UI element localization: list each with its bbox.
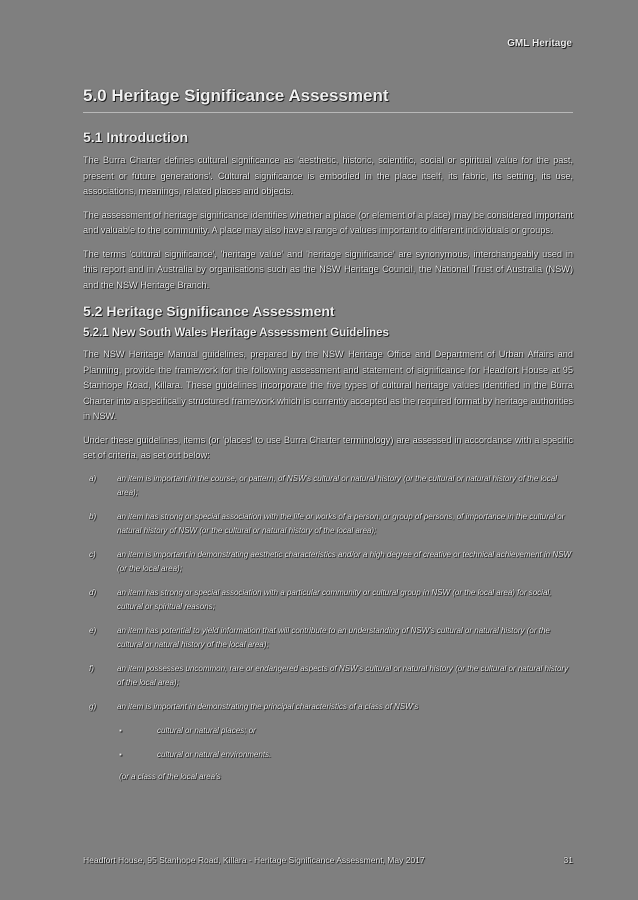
criterion-g (83, 700, 573, 714)
trailing-text: (or a class of the local area's (119, 771, 221, 781)
criterion-e (83, 624, 573, 652)
criterion-text: an item is important in demonstrating aesthetic characteristics and/or a high degree of creative or technical achievement in NSW (or the local area); (117, 549, 571, 573)
criterion-g-sublist (119, 724, 573, 762)
criterion-letter: b) (89, 511, 97, 521)
paragraph: The Burra Charter defines cultural significance as 'aesthetic, historic, scientific, social or spiritual value for the past, present or future generations'. Cultural significance is embodied in the place itself, its fabric, its setting, its use, associations, meanings, related places and objects. (83, 155, 573, 196)
criterion-c (83, 548, 573, 576)
section-heading-introduction: 5.1 Introduction (83, 129, 188, 145)
criterion-text: an item is important in the course, or pattern, of NSW's cultural or natural history (or the cultural or natural history of the local area); (117, 473, 557, 497)
paragraph: The terms 'cultural significance', 'heritage value' and 'heritage significance' are synonymous, interchangeably used in this report and in Australia by organisations such as the NSW Heritage Council, the National Trust of Australia (NSW) and the NSW Heritage Branch. (83, 248, 573, 290)
criterion-a (83, 472, 573, 500)
subsection-heading-guidelines: 5.2.1 New South Wales Heritage Assessment Guidelines (83, 327, 389, 339)
criterion-f (83, 662, 573, 690)
criterion-text: an item possesses uncommon, rare or endangered aspects of NSW's cultural or natural history (or the cultural or natural history of the local area); (117, 663, 569, 687)
criterion-letter: c) (89, 549, 96, 559)
criterion-letter: d) (89, 587, 97, 597)
paragraph: The assessment of heritage significance identifies whether a place (or element of a place) may be considered important and valuable to the community. A place may also have a range of values important to different individuals or groups. (83, 209, 573, 235)
criteria-list (83, 472, 573, 714)
sub-item (119, 748, 573, 762)
document-body (83, 86, 573, 781)
criterion-text: an item has strong or special association with the life or works of a person, or group of persons, of importance in the cultural or natural history of NSW (or the cultural or natural history of the local area); (117, 511, 565, 535)
bullet-icon: ▪ (119, 749, 122, 759)
criterion-letter: g) (89, 701, 97, 711)
paragraph: Under these guidelines, items (or 'places' to use Burra Charter terminology) are assessed in accordance with a specific set of criteria, as set out below: (83, 434, 573, 460)
criterion-letter: e) (89, 625, 97, 635)
criterion-text: an item has potential to yield information that will contribute to an understanding of NSW's cultural or natural history (or the cultural or natural history of the local area); (117, 625, 550, 649)
paragraph: The NSW Heritage Manual guidelines, prepared by the NSW Heritage Office and Department of Urban Affairs and Planning, provide the framework for the following assessment and statement of significance for Headfort House at 95 Stanhope Road, Killara. These guidelines incorporate the five types of cultural heritage values identified in the Burra Charter into a specifically structured framework which is currently accepted as the required format by heritage authorities in NSW. (83, 349, 573, 421)
bullet-icon: ▪ (119, 725, 122, 735)
criterion-b (83, 510, 573, 538)
criterion-letter: a) (89, 473, 97, 483)
sub-item-text: cultural or natural environments. (157, 749, 272, 759)
sub-item (119, 724, 573, 738)
header-org: GML Heritage (507, 38, 572, 49)
sub-item-text: cultural or natural places; or (157, 725, 256, 735)
criterion-text: an item is important in demonstrating the principal characteristics of a class of NSW's (117, 701, 419, 711)
criterion-text: an item has strong or special association with a particular community or cultural group in NSW (or the local area) for social, cultural or spiritual reasons; (117, 587, 552, 611)
criterion-d (83, 586, 573, 614)
page-footer (83, 855, 573, 865)
criterion-letter: f) (89, 663, 94, 673)
page-number: 31 (563, 855, 573, 865)
page-title: 5.0 Heritage Significance Assessment (83, 86, 573, 113)
section-heading-assessment: 5.2 Heritage Significance Assessment (83, 303, 335, 319)
footer-text: Headfort House, 95 Stanhope Road, Killara - Heritage Significance Assessment, May 2017 (83, 855, 425, 865)
